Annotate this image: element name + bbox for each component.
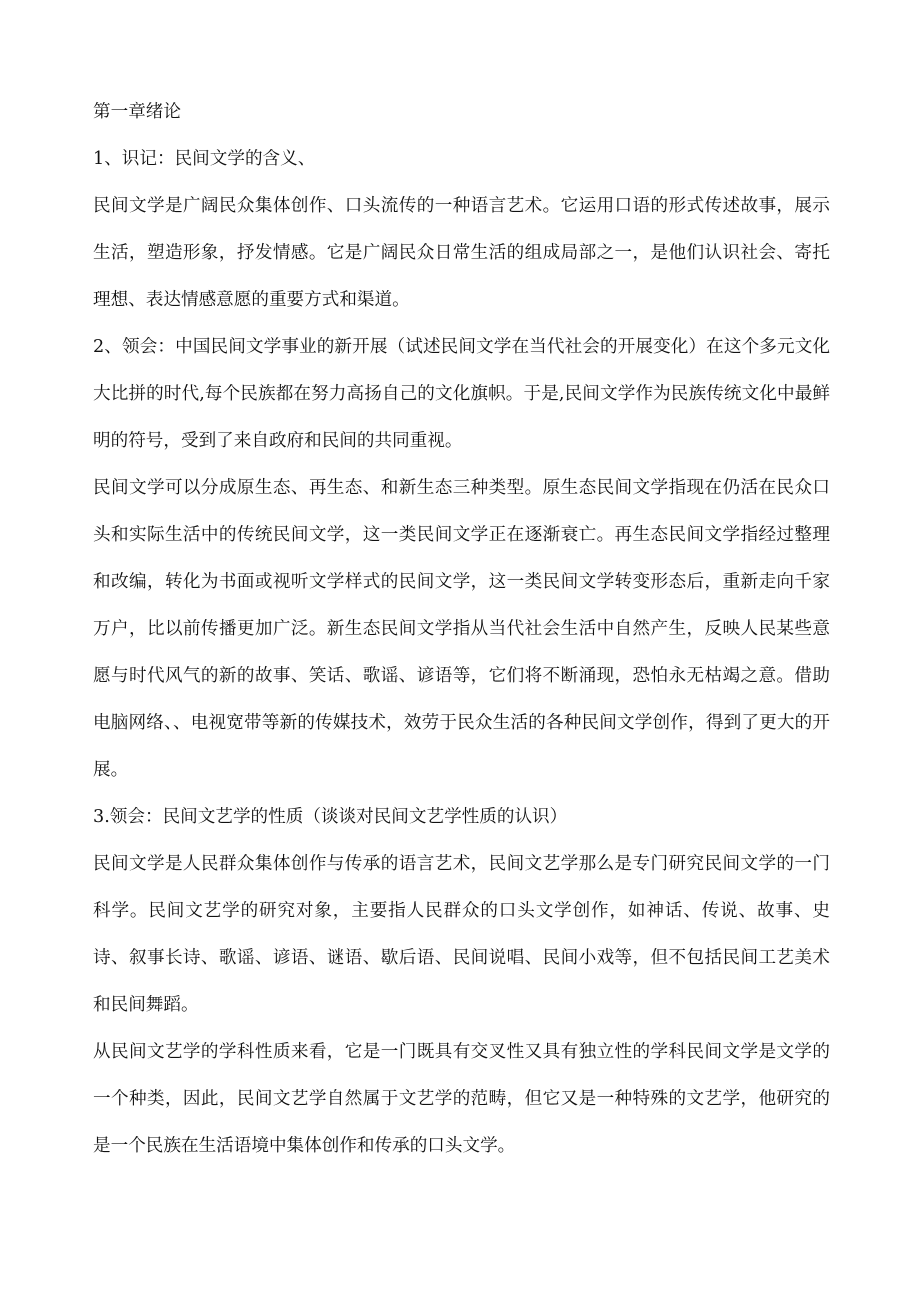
section-1-paragraph-1: 民间文学是广阔民众集体创作、口头流传的一种语言艺术。它运用口语的形式传述故事，展示生活，塑造形象，抒发情感。它是广阔民众日常生活的组成局部之一，是他们认识社会、寄托理想、表达情感意愿的重要方式和渠道。 [93,196,830,310]
section-3-paragraph-2: 从民间文艺学的学科性质来看，它是一门既具有交叉性又具有独立性的学科民间文学是文学的一个种类，因此，民间文艺学自然属于文艺学的范畴，但它又是一种特殊的文艺学，他研究的是一个民族在生活语境中集体创作和传承的口头文学。 [93,1042,830,1156]
chapter-title: 第一章绪论 [93,102,181,122]
section-3-heading: 3.领会：民间文艺学的性质（谈谈对民间文艺学性质的认识） [93,807,568,827]
section-1-heading: 1、识记：民间文学的含义、 [93,149,316,169]
document-body [93,89,830,1170]
section-2-paragraph-1: 民间文学可以分成原生态、再生态、和新生态三种类型。原生态民间文学指现在仍活在民众口头和实际生活中的传统民间文学，这一类民间文学正在逐渐衰亡。再生态民间文学指经过整理和改编，转化为书面或视听文学样式的民间文学，这一类民间文学转变形态后，重新走向千家万户，比以前传播更加广泛。新生态民间文学指从当代社会生活中自然产生，反映人民某些意愿与时代风气的新的故事、笑话、歌谣、谚语等，它们将不断涌现，恐怕永无枯竭之意。借助电脑网络、、电视宽带等新的传媒技术，效劳于民众生活的各种民间文学创作，得到了更大的开展。 [93,478,830,780]
section-3-paragraph-1: 民间文学是人民群众集体创作与传承的语言艺术，民间文艺学那么是专门研究民间文学的一门科学。民间文艺学的研究对象，主要指人民群众的口头文学创作，如神话、传说、故事、史诗、叙事长诗、歌谣、谚语、谜语、歇后语、民间说唱、民间小戏等，但不包括民间工艺美术和民间舞蹈。 [93,854,830,1015]
section-2-heading: 2、领会：中国民间文学事业的新开展（试述民间文学在当代社会的开展变化）在这个多元文化大比拼的时代,每个民族都在努力高扬自己的文化旗帜。于是,民间文学作为民族传统文化中最鲜明的符号，受到了来自政府和民间的共同重视。 [93,337,830,451]
